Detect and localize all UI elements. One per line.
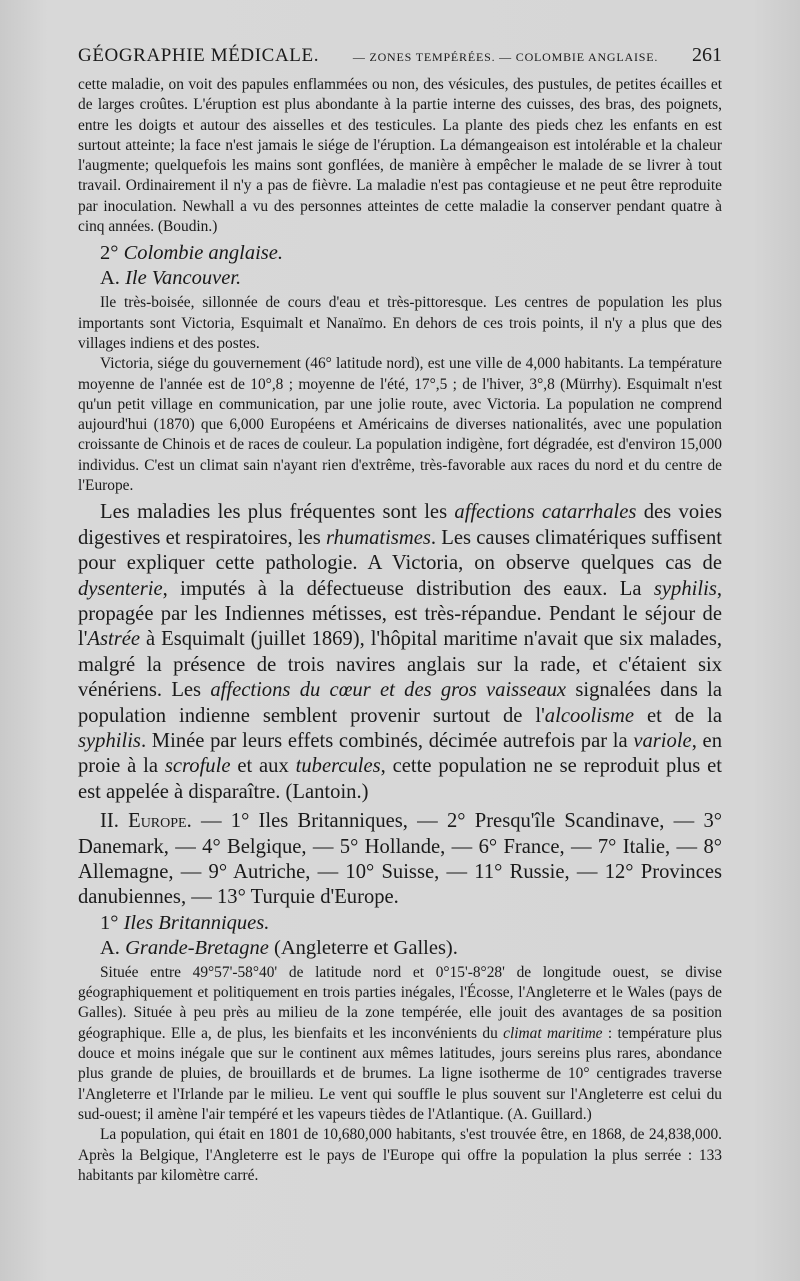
section-heading-grande-bretagne: A. Grande-Bretagne (Angleterre et Galles). (100, 936, 458, 959)
section-label: Europe. (128, 810, 192, 833)
header-title: GÉOGRAPHIE MÉDICALE. (78, 45, 320, 66)
section-title: Colombie anglaise. (123, 242, 284, 265)
section-title: Ile Vancouver. (125, 267, 242, 290)
paragraph-ile: Ile très-boisée, sillonnée de cours d'eau et très-pittoresque. Les centres de population les plus importants sont Victoria, Esquimalt et Nanaïmo. En dehors de ces trois points, il n'y a plus que des villages indiens et des postes. (78, 294, 722, 352)
section-number: A. (100, 936, 120, 959)
running-header (78, 44, 722, 67)
paragraph-victoria: Victoria, siége du gouvernement (46° latitude nord), est une ville de 4,000 habitants. La température moyenne de l'année est de 10°,8 ; moyenne de l'été, 17°,5 ; de l'hiver, 3°,8 (Mürrhy). Esquimalt n'est qu'un petit village en communication, par une jolie route, avec Victoria. La population ne comprend aujourd'hui (1870) que 6,000 Européens et Américains de diverses nationalités, avec une population croissante de Chinois et de races de couleur. La population indigène, fort dégradée, est d'environ 15,000 individus. C'est un climat sain n'ayant rien d'extrême, très-favorable aux races du nord et du centre de l'Europe. (78, 355, 722, 495)
section-number: 2° (100, 242, 119, 265)
section-heading-colombie (78, 241, 722, 266)
section-number: 1° (100, 911, 119, 934)
section-heading-vancouver (78, 266, 722, 291)
section-heading-iles (78, 911, 722, 936)
section-number: II. (100, 810, 119, 833)
page-content (78, 44, 722, 1186)
paragraph-population: La population, qui était en 1801 de 10,680,000 habitants, s'est trouvée être, en 1868, de 24,838,000. Après la Belgique, l'Angleterre est le pays de l'Europe qui offre la population la plus serrée : 133 habitants par kilomètre carré. (78, 1126, 722, 1184)
paragraph-intro: cette maladie, on voit des papules enflammées ou non, des vésicules, des pustules, de petites écailles et de larges croûtes. L'éruption est plus abondante à la partie interne des cuisses, des bras, des poignets, entre les doigts et autour des aisselles et des testicules. La plante des pieds chez les enfants en est surtout atteinte; la face n'est jamais le siége de l'éruption. La démangeaison est intolérable et la chaleur l'augmente; quelquefois les mains sont gonflées, de manière à empêcher le malade de se livrer à tout travail. Ordinairement il n'y a pas de fièvre. La maladie n'est pas contagieuse et ne peut être reproduite par inoculation. Newhall a vu des personnes atteintes de cette maladie la conserver pendant quatre à cinq années. (Boudin.) (78, 76, 722, 236)
paragraph-maladies: Les maladies les plus fréquentes sont les affections catarrhales des voies digestives et respiratoires, les rhumatismes. Les causes climatériques suffisent pour expliquer cette pathologie. A Victoria, on observe quelques cas de dysenterie, imputés à la défectueuse distribution des eaux. La syphilis, propagée par les Indiennes métisses, est très-répandue. Pendant le séjour de l'Astrée à Esquimalt (juillet 1869), l'hôpital maritime n'avait que six malades, malgré la présence de trois navires anglais sur la rade, et c'étaient six vénériens. Les affections du cœur et des gros vaisseaux signalées dans la population indienne semblent provenir surtout de l'alcoolisme et de la syphilis. Minée par leurs effets combinés, décimée autrefois par la variole, en proie à la scrofule et aux tubercules, cette population ne se reproduit plus et est appelée à disparaître. (Lantoin.) (78, 501, 722, 803)
paragraph-europe: II. Europe. — 1° Iles Britanniques, — 2° Presqu'île Scandinave, — 3° Danemark, — 4° Belgique, — 5° Hollande, — 6° France, — 7° Italie, — 8° Allemagne, — 9° Autriche, — 10° Suisse, — 11° Russie, — 12° Provinces danubiennes, — 13° Turquie d'Europe. (78, 810, 722, 909)
paragraph-situee: Située entre 49°57'-58°40' de latitude nord et 0°15'-8°28' de longitude ouest, se divise géographiquement et politiquement en trois parties inégales, l'Écosse, l'Angleterre et le Wales (pays de Galles). Située à peu près au milieu de la zone tempérée, elle jouit des avantages de sa position géographique. Elle a, de plus, les bienfaits et les inconvénients du climat maritime : température plus douce et moins inégale que sur le continent aux mêmes latitudes, jours sereins plus rares, abondance plus grande de pluies, de brouillards et de brumes. La ligne isotherme de 10° centigrades traverse l'Angleterre et l'Irlande par le milieu. Le vent qui souffle le plus souvent sur l'Angleterre est celui du sud-ouest; il amène l'air tempéré et les vapeurs tièdes de l'Atlantique. (A. Guillard.) (78, 963, 723, 1123)
page-number: 261 (692, 44, 722, 66)
section-title: Grande-Bretagne (125, 936, 269, 959)
section-number: A. (100, 267, 120, 290)
header-subtitle: — ZONES TEMPÉRÉES. — COLOMBIE ANGLAISE. (352, 50, 659, 64)
section-title: Iles Britanniques. (123, 911, 270, 934)
